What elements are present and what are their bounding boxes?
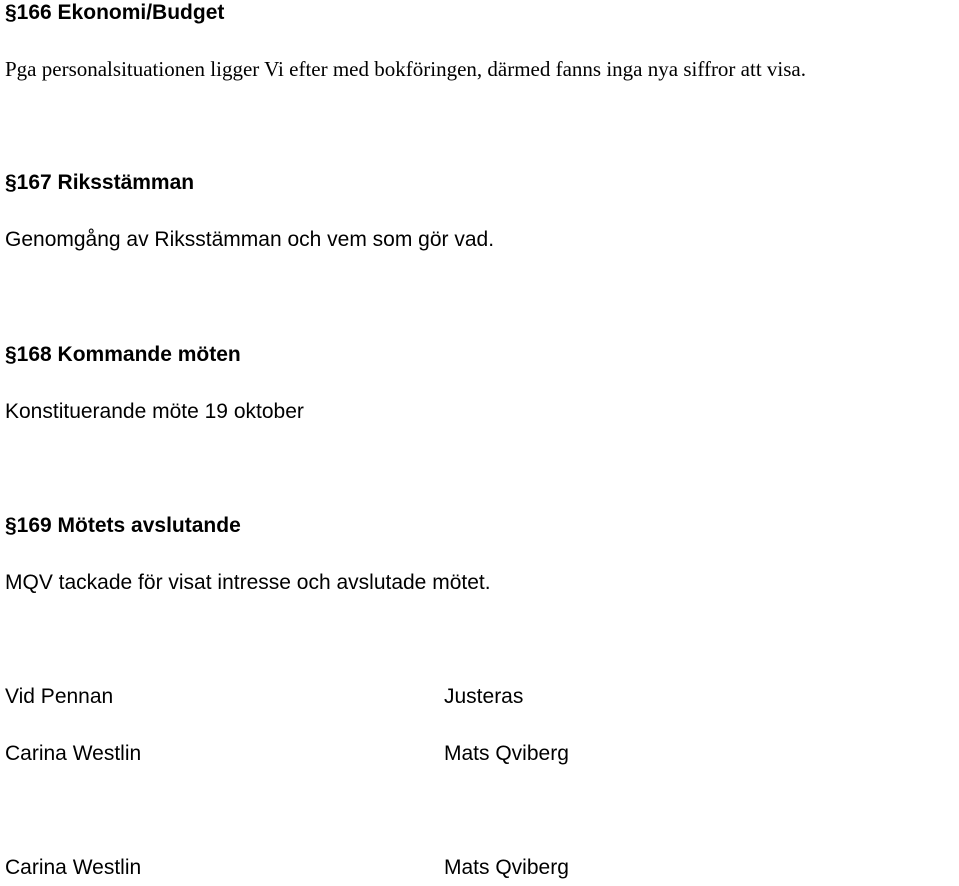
signature-right-name: Mats Qviberg — [444, 742, 569, 765]
section-166-body: Pga personalsituationen ligger Vi efter med bokföringen, därmed fanns inga nya siffror att visa. — [5, 57, 806, 81]
signature-left-label: Vid Pennan — [5, 685, 114, 708]
section-166-heading: §166 Ekonomi/Budget — [5, 1, 225, 24]
section-168-heading: §168 Kommande möten — [5, 343, 241, 366]
signature-right-label: Justeras — [444, 685, 524, 708]
signature-right-signed-name: Mats Qviberg — [444, 856, 569, 879]
signature-left-name: Carina Westlin — [5, 742, 142, 765]
section-169-body: MQV tackade för visat intresse och avslutade mötet. — [5, 571, 491, 594]
section-167-body: Genomgång av Riksstämman och vem som gör vad. — [5, 228, 495, 251]
section-169-heading: §169 Mötets avslutande — [5, 514, 241, 537]
section-167-heading: §167 Riksstämman — [5, 171, 195, 194]
signature-left-signed-name: Carina Westlin — [5, 856, 142, 879]
section-168-body: Konstituerande möte 19 oktober — [5, 400, 304, 423]
